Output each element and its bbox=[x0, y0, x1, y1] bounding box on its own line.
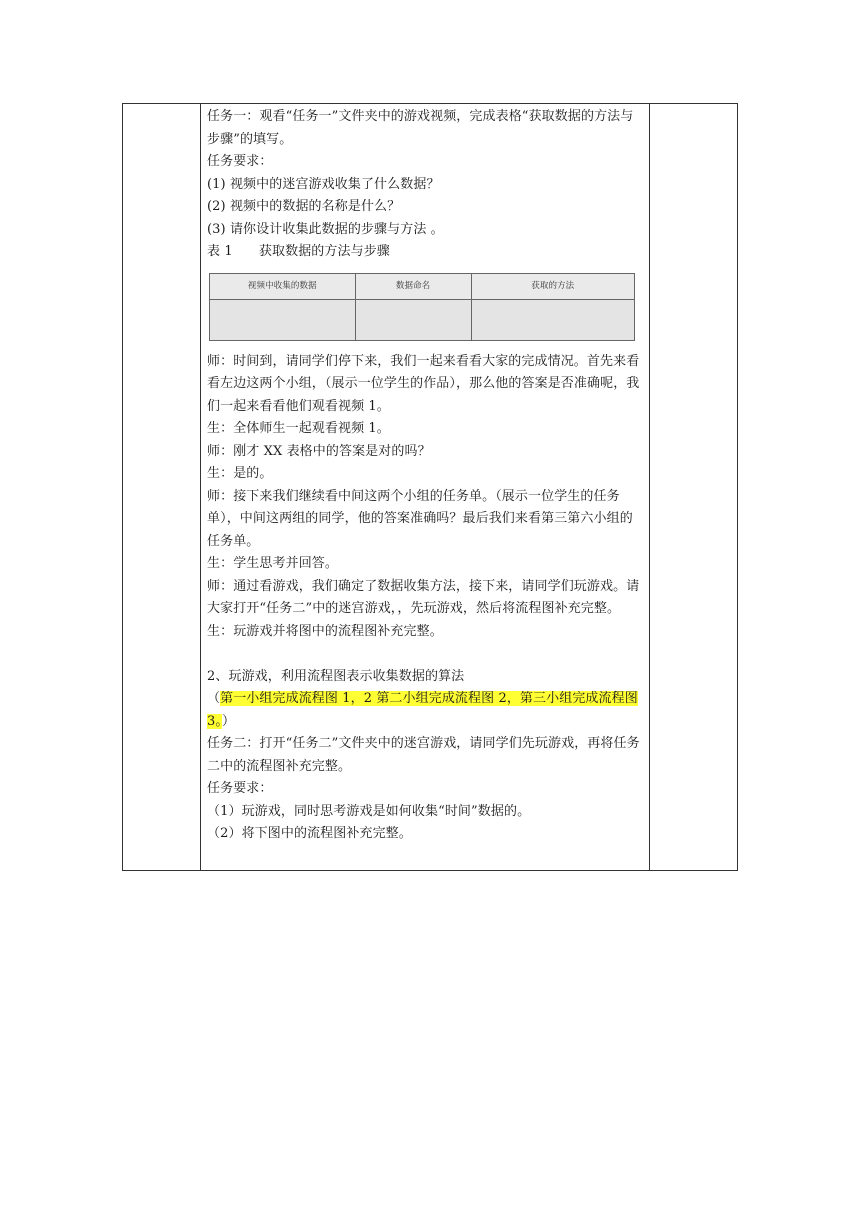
table-header-cell: 获取的方法 bbox=[471, 273, 634, 299]
open-paren: （ bbox=[207, 691, 221, 706]
task1-intro: 任务一：观看“任务一”文件夹中的游戏视频，完成表格“获取数据的方法与步骤”的填写。 bbox=[207, 109, 634, 147]
dialogue-line: 生：全体师生一起观看视频 1。 bbox=[207, 421, 390, 436]
table-cell-blank bbox=[355, 299, 471, 340]
dialogue-line: 师：通过看游戏，我们确定了数据收集方法，接下来，请同学们玩游戏。请大家打开“任务二”中的迷宫游戏，，先玩游戏，然后将流程图补充完整。 bbox=[207, 578, 640, 616]
task2-intro: 任务二：打开“任务二”文件夹中的迷宫游戏，请同学们先玩游戏，再将任务二中的流程图补充完整。 bbox=[207, 736, 640, 774]
task1-requirement-item: (3) 请你设计收集此数据的步骤与方法 。 bbox=[207, 221, 444, 237]
table-cell-blank bbox=[471, 299, 634, 340]
table-caption: 表 1 获取数据的方法与步骤 bbox=[207, 244, 390, 259]
task1-requirement-item: (1) 视频中的迷宫游戏收集了什么数据？ bbox=[207, 176, 440, 192]
data-method-table bbox=[209, 273, 635, 341]
table-header-cell: 视频中收集的数据 bbox=[210, 273, 356, 299]
table-header-cell: 数据命名 bbox=[355, 273, 471, 299]
column-divider-2 bbox=[649, 104, 650, 870]
blank-line bbox=[207, 643, 645, 666]
task2-requirement-item: （1）玩游戏，同时思考游戏是如何收集“时间”数据的。 bbox=[207, 803, 531, 819]
table-cell-blank bbox=[210, 299, 356, 340]
task2-requirement-item: （2）将下图中的流程图补充完整。 bbox=[207, 826, 412, 841]
dialogue-line: 师：接下来我们继续看中间这两个小组的任务单。（展示一位学生的任务单），中间这两组的同学，他的答案准确吗？最后我们来看第三第六小组的任务单。 bbox=[207, 488, 633, 549]
dialogue-line: 生：是的。 bbox=[207, 466, 273, 481]
lesson-content-cell bbox=[207, 106, 645, 846]
task2-requirements-title: 任务要求： bbox=[207, 781, 273, 796]
task1-requirement-item: (2) 视频中的数据的名称是什么？ bbox=[207, 199, 401, 214]
group-assignment-note bbox=[207, 688, 645, 733]
table-row bbox=[210, 299, 635, 340]
dialogue-line: 生：学生思考并回答。 bbox=[207, 556, 339, 571]
close-paren: ） bbox=[221, 713, 236, 729]
highlighted-assignment: 第一小组完成流程图 1，2 第二小组完成流程图 2，第三小组完成流程图 3。 bbox=[207, 691, 638, 729]
table-header-row bbox=[210, 273, 635, 299]
dialogue-line: 师：刚才 XX 表格中的答案是对的吗？ bbox=[207, 443, 431, 459]
column-divider-1 bbox=[200, 104, 201, 870]
dialogue-line: 师：时间到，请同学们停下来，我们一起来看看大家的完成情况。首先来看看左边这两个小组，（展示一位学生的作品），那么他的答案是否准确呢，我们一起来看看他们观看视频 1。 bbox=[207, 353, 640, 414]
dialogue-line: 生：玩游戏并将图中的流程图补充完整。 bbox=[207, 623, 443, 639]
task1-requirements-title: 任务要求： bbox=[207, 154, 273, 169]
section2-heading: 2、玩游戏，利用流程图表示收集数据的算法 bbox=[207, 668, 465, 684]
